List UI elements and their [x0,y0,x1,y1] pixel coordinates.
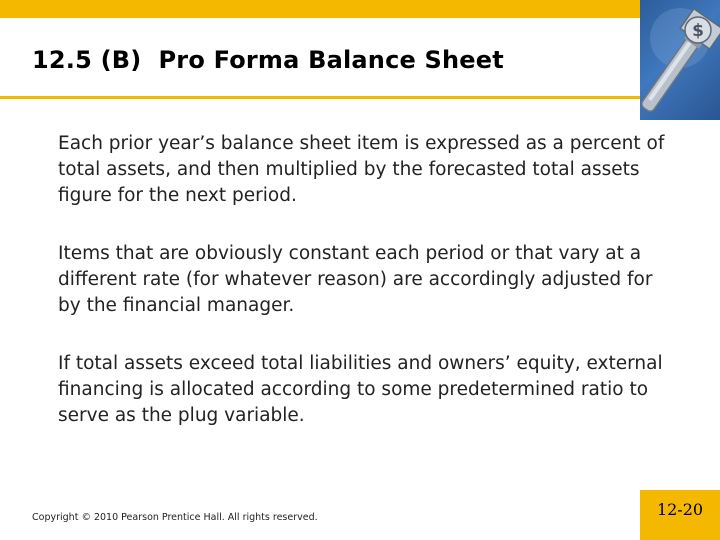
body-paragraph-constant-items: Items that are obviously constant each period or that vary at a different rate (for whatever reason) are accordingly adjusted for by the financial manager. [58,243,653,316]
title-divider [0,96,640,99]
svg-text:$: $ [692,21,704,41]
copyright-notice: Copyright © 2010 Pearson Prentice Hall. All rights reserved. [32,512,318,523]
page-number: 12-20 [656,500,704,519]
page-number-box [640,490,720,540]
slide-title: 12.5 (B) Pro Forma Balance Sheet [32,46,504,74]
body-paragraph-percent-of-assets: Each prior year’s balance sheet item is expressed as a percent of total assets, and then multiplied by the forecasted total assets figure for the next period. [58,133,665,206]
top-accent-band [0,0,640,18]
wrench-dollar-icon [640,0,720,120]
body-paragraph-external-financing: If total assets exceed total liabilities and owners’ equity, external financing is allocated according to some predetermined ratio to serve as the plug variable. [58,353,663,426]
